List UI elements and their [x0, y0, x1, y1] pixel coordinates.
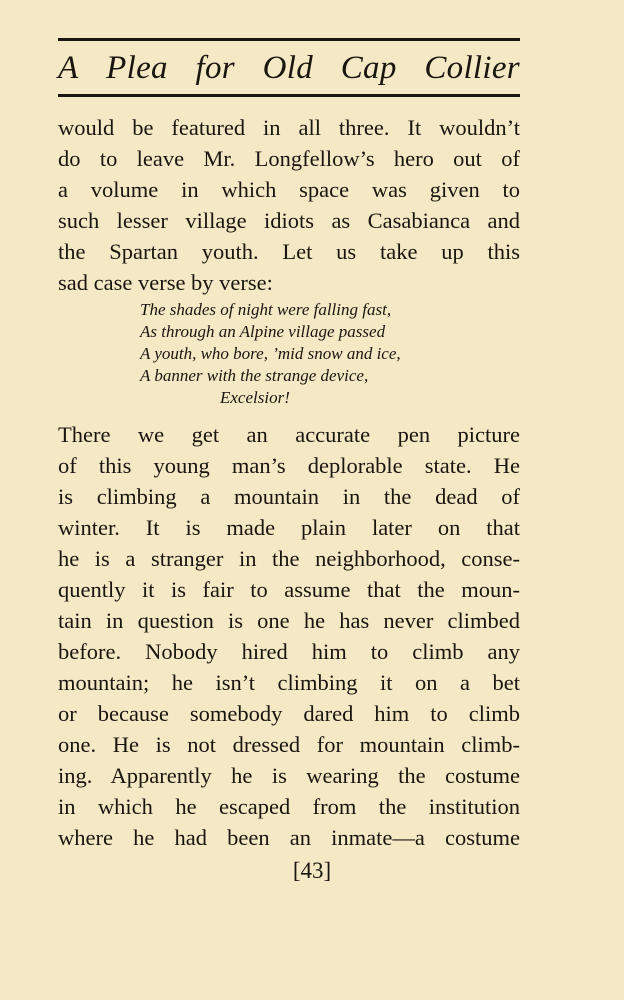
text-line: in which he escaped from the institution — [58, 794, 520, 819]
verse-line: The shades of night were falling fast, — [140, 300, 392, 319]
header-rule-bottom — [58, 94, 520, 97]
text-line: ing. Apparently he is wearing the costume — [58, 763, 520, 788]
text-line: would be featured in all three. It wouldn’t — [58, 115, 520, 140]
verse-line: As through an Alpine village passed — [140, 322, 386, 341]
running-head — [58, 46, 520, 90]
text-line: mountain; he isn’t climbing it on a bet — [58, 670, 520, 695]
text-line: the Spartan youth. Let us take up this — [58, 239, 520, 264]
text-line: of this young man’s deplorable state. He — [58, 453, 520, 478]
text-line: do to leave Mr. Longfellow’s hero out of — [58, 146, 520, 171]
paragraph-continued — [58, 112, 520, 298]
text-line: one. He is not dressed for mountain climb- — [58, 732, 520, 757]
running-head-word: Collier — [424, 50, 520, 86]
text-line: winter. It is made plain later on that — [58, 515, 520, 540]
verse-line: A banner with the strange device, — [140, 366, 369, 385]
paragraph — [58, 419, 520, 853]
text-line: tain in question is one he has never climbed — [58, 608, 520, 633]
page-number: [43] — [292, 858, 332, 883]
text-line: before. Nobody hired him to climb any — [58, 639, 520, 664]
text-line: such lesser village idiots as Casabianca and — [58, 208, 520, 233]
text-line: where he had been an inmate—a costume — [58, 825, 520, 850]
running-head-word: Cap — [340, 50, 397, 86]
text-line: quently it is fair to assume that the moun- — [58, 577, 520, 602]
verse-quotation — [140, 299, 401, 409]
text-line: he is a stranger in the neighborhood, conse- — [58, 546, 520, 571]
verse-refrain: Excelsior! — [220, 388, 290, 407]
text-line: There we get an accurate pen picture — [58, 422, 520, 447]
text-line: is climbing a mountain in the dead of — [58, 484, 520, 509]
verse-line: A youth, who bore, ’mid snow and ice, — [140, 344, 401, 363]
text-line: or because somebody dared him to climb — [58, 701, 520, 726]
text-line: a volume in which space was given to — [58, 177, 520, 202]
header-rule-top — [58, 38, 520, 41]
running-head-word: Old — [262, 50, 314, 86]
running-head-word: Plea — [106, 50, 168, 86]
running-head-word: for — [195, 50, 235, 86]
text-line: sad case verse by verse: — [58, 270, 273, 295]
running-head-word: A — [58, 50, 79, 86]
